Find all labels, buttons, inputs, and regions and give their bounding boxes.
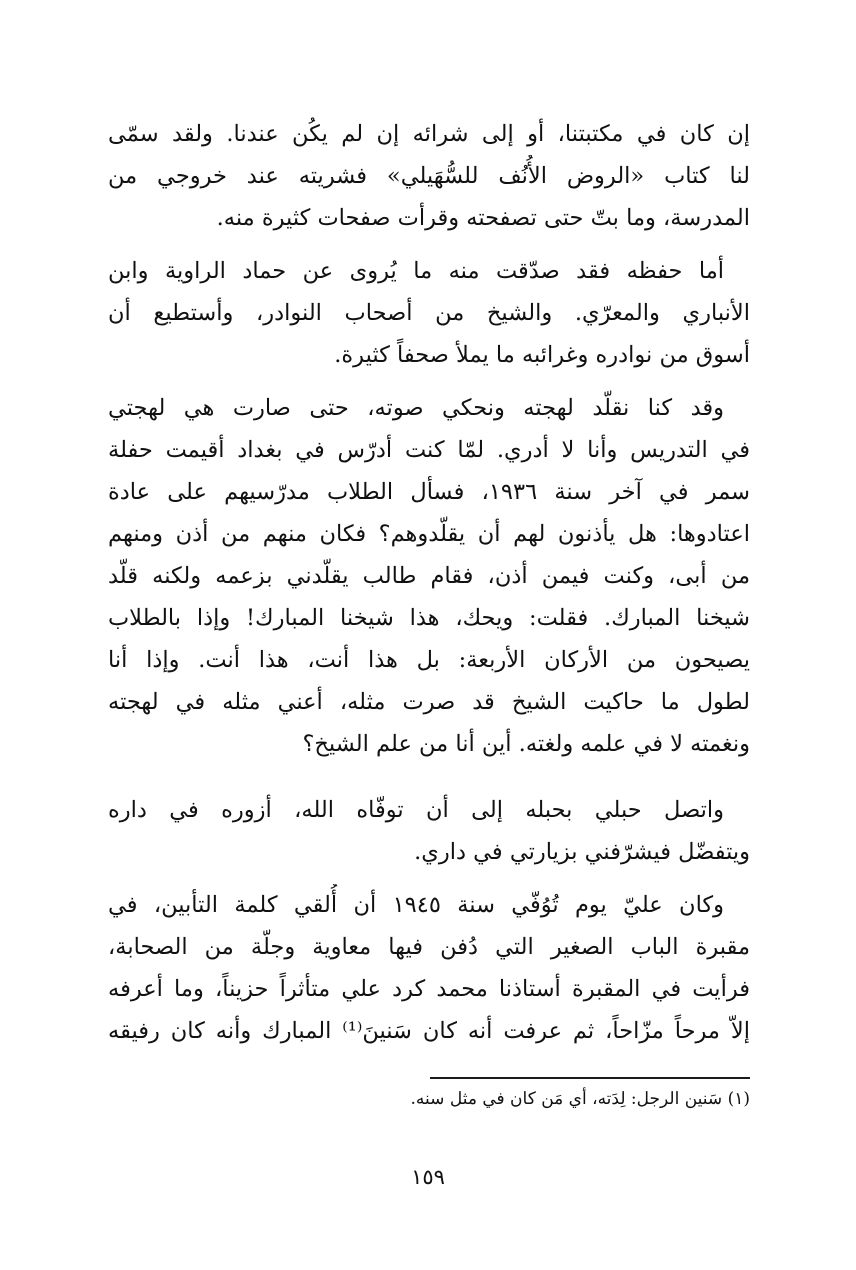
text-line: اعتادوها: هل يأذنون لهم أن يقلّدوهم؟ فكان منهم من أذن ومنهم: [108, 521, 750, 547]
text-line: ويتفضّل فيشرّفني بزيارتي في داري.: [414, 839, 750, 865]
text-line: المدرسة، وما بتّ حتى تصفحته وقرأت صفحات كثيرة منه.: [216, 205, 750, 231]
paragraph-1: [108, 113, 750, 239]
text-line: وكان عليّ يوم تُوُفّي سنة ١٩٤٥ أن أُلقي كلمة التأبين، في: [108, 892, 725, 918]
text-line: لطول ما حاكيت الشيخ قد صرت مثله، أعني مثله في لهجته: [108, 689, 750, 715]
text-line: أسوق من نوادره وغرائبه ما يملأ صحفاً كثيرة.: [334, 342, 750, 368]
text-line: لنا كتاب «الروض الأُنُف للسُّهَيلي» فشريته عند خروجي من: [108, 163, 750, 189]
text-line: مقبرة الباب الصغير التي دُفن فيها معاوية وجلّة من الصحابة،: [108, 934, 750, 960]
text-line: أما حفظه فقد صدّقت منه ما يُروى عن حماد الراوية وابن: [108, 258, 724, 284]
text-line: من أبى، وكنت فيمن أذن، فقام طالب يقلّدني بزعمه ولكنه قلّد: [108, 563, 750, 589]
text-line: فرأيت في المقبرة أستاذنا محمد كرد علي متأثراً حزيناً، وما أعرفه: [108, 976, 750, 1002]
paragraph-5: [108, 884, 750, 1052]
page-number: ١٥٩: [411, 1165, 445, 1189]
text-line: سمر في آخر سنة ١٩٣٦، فسأل الطلاب مدرّسيهم على عادة: [108, 479, 750, 505]
text-line: يصيحون من الأركان الأربعة: بل هذا أنت، هذا أنت. وإذا أنا: [108, 647, 750, 673]
paragraph-2: [108, 250, 750, 376]
paragraph-3: [108, 387, 750, 765]
text-line: شيخنا المبارك. فقلت: ويحك، هذا شيخنا المبارك! وإذا بالطلاب: [108, 605, 750, 631]
paragraph-4: [108, 789, 750, 873]
footnote-divider: [430, 1077, 750, 1079]
text-line: واتصل حبلي بحبله إلى أن توفّاه الله، أزوره في داره: [108, 797, 724, 823]
text-line: في التدريس وأنا لا أدري. لمّا كنت أدرّس في بغداد أقيمت حفلة: [108, 437, 750, 463]
text-line: ونغمته لا في علمه ولغته. أين أنا من علم الشيخ؟: [302, 731, 750, 757]
footnote: (١) سَنين الرجل: لِدَته، أي مَن كان في مثل سنه.: [410, 1089, 750, 1109]
text-line: الأنباري والمعرّي. والشيخ من أصحاب النوادر، وأستطيع أن: [108, 300, 750, 326]
text-line: وقد كنا نقلّد لهجته ونحكي صوته، حتى صارت هي لهجتي: [108, 395, 724, 421]
text-line: إلاّ مرحاً مزّاحاً، ثم عرفت أنه كان سَنينَ⁽¹⁾ المبارك وأنه كان رفيقه: [108, 1018, 750, 1044]
text-line: إن كان في مكتبتنا، أو إلى شرائه إن لم يكُن عندنا. ولقد سمّى: [108, 121, 750, 147]
